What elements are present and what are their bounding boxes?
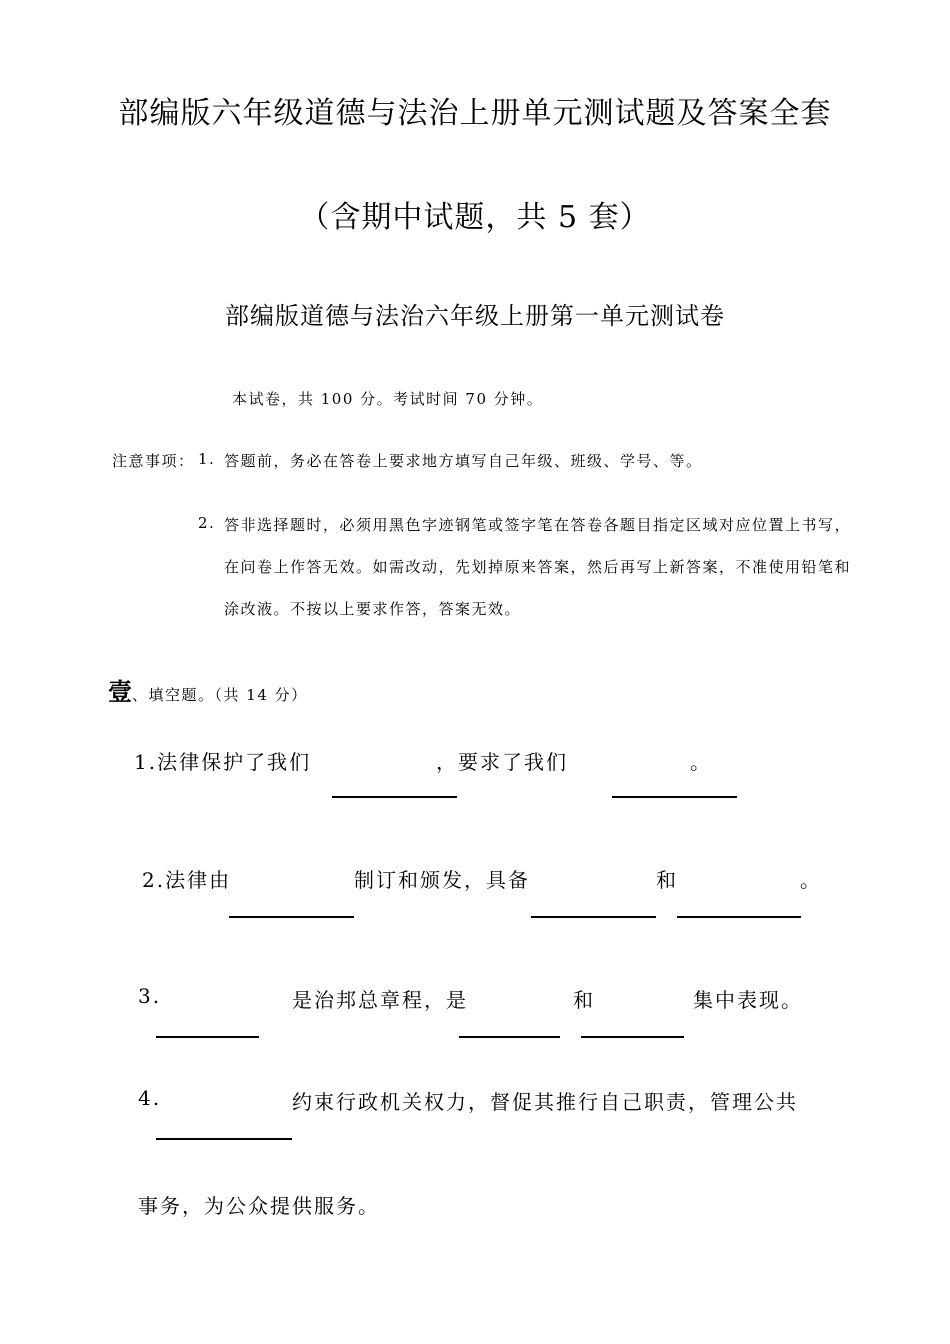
q1-blank-1[interactable]: [332, 796, 457, 798]
q3-text-a: 3.: [138, 984, 162, 1008]
notes-label: 注意事项：: [112, 452, 195, 470]
q3-blank-1[interactable]: [156, 1036, 259, 1038]
q1-text-a: 1.法律保护了我们: [134, 750, 312, 774]
q2-blank-2[interactable]: [531, 916, 656, 918]
q2-blank-3[interactable]: [677, 916, 801, 918]
q4-text-c: 事务，为公众提供服务。: [138, 1194, 380, 1218]
notes-item2-line1: 答非选择题时，必须用黑色字迹钢笔或签字笔在答卷各题目指定区域对应位置上书写，: [224, 516, 852, 534]
notes-item2-number: 2.: [198, 514, 216, 532]
q3-text-c: 和: [573, 988, 595, 1012]
q4-text-a: 4.: [138, 1086, 162, 1110]
exam-info: 本试卷，共 100 分。考试时间 70 分钟。: [232, 390, 544, 408]
q1-blank-2[interactable]: [612, 796, 737, 798]
notes-item2-line3: 涂改液。不按以上要求作答，答案无效。: [224, 600, 522, 618]
notes-item2-line2: 在问卷上作答无效。如需改动，先划掉原来答案，然后再写上新答案，不准使用铅笔和: [224, 558, 852, 576]
q3-text-b: 是治邦总章程，是: [292, 988, 468, 1012]
q1-text-c: 。: [690, 750, 712, 774]
q3-blank-2[interactable]: [459, 1036, 560, 1038]
q2-text-b: 制订和颁发，具备: [354, 868, 530, 892]
section1-sep: 、: [132, 686, 149, 704]
section1-number: 壹: [108, 677, 132, 706]
unit-title: 部编版道德与法治六年级上册第一单元测试卷: [225, 302, 725, 330]
notes-item1-number: 1.: [198, 450, 216, 468]
notes-item1-text: 答题前，务必在答卷上要求地方填写自己年级、班级、学号、等。: [224, 452, 703, 470]
document-title-line1: 部编版六年级道德与法治上册单元测试题及答案全套: [118, 96, 832, 131]
q2-blank-1[interactable]: [229, 916, 354, 918]
q4-text-b: 约束行政机关权力，督促其推行自己职责，管理公共: [292, 1090, 798, 1114]
q3-blank-3[interactable]: [581, 1036, 684, 1038]
q1-text-b: ，要求了我们: [436, 750, 568, 774]
q2-text-a: 2.法律由: [142, 868, 232, 892]
q4-blank-1[interactable]: [156, 1138, 292, 1140]
q2-text-d: 。: [800, 868, 822, 892]
section1-heading: [108, 672, 308, 707]
section1-title: 填空题。（共 14 分）: [148, 686, 308, 704]
q2-text-c: 和: [656, 868, 678, 892]
q3-text-d: 集中表现。: [693, 988, 803, 1012]
document-title-line2: （含期中试题，共 5 套）: [299, 200, 651, 235]
